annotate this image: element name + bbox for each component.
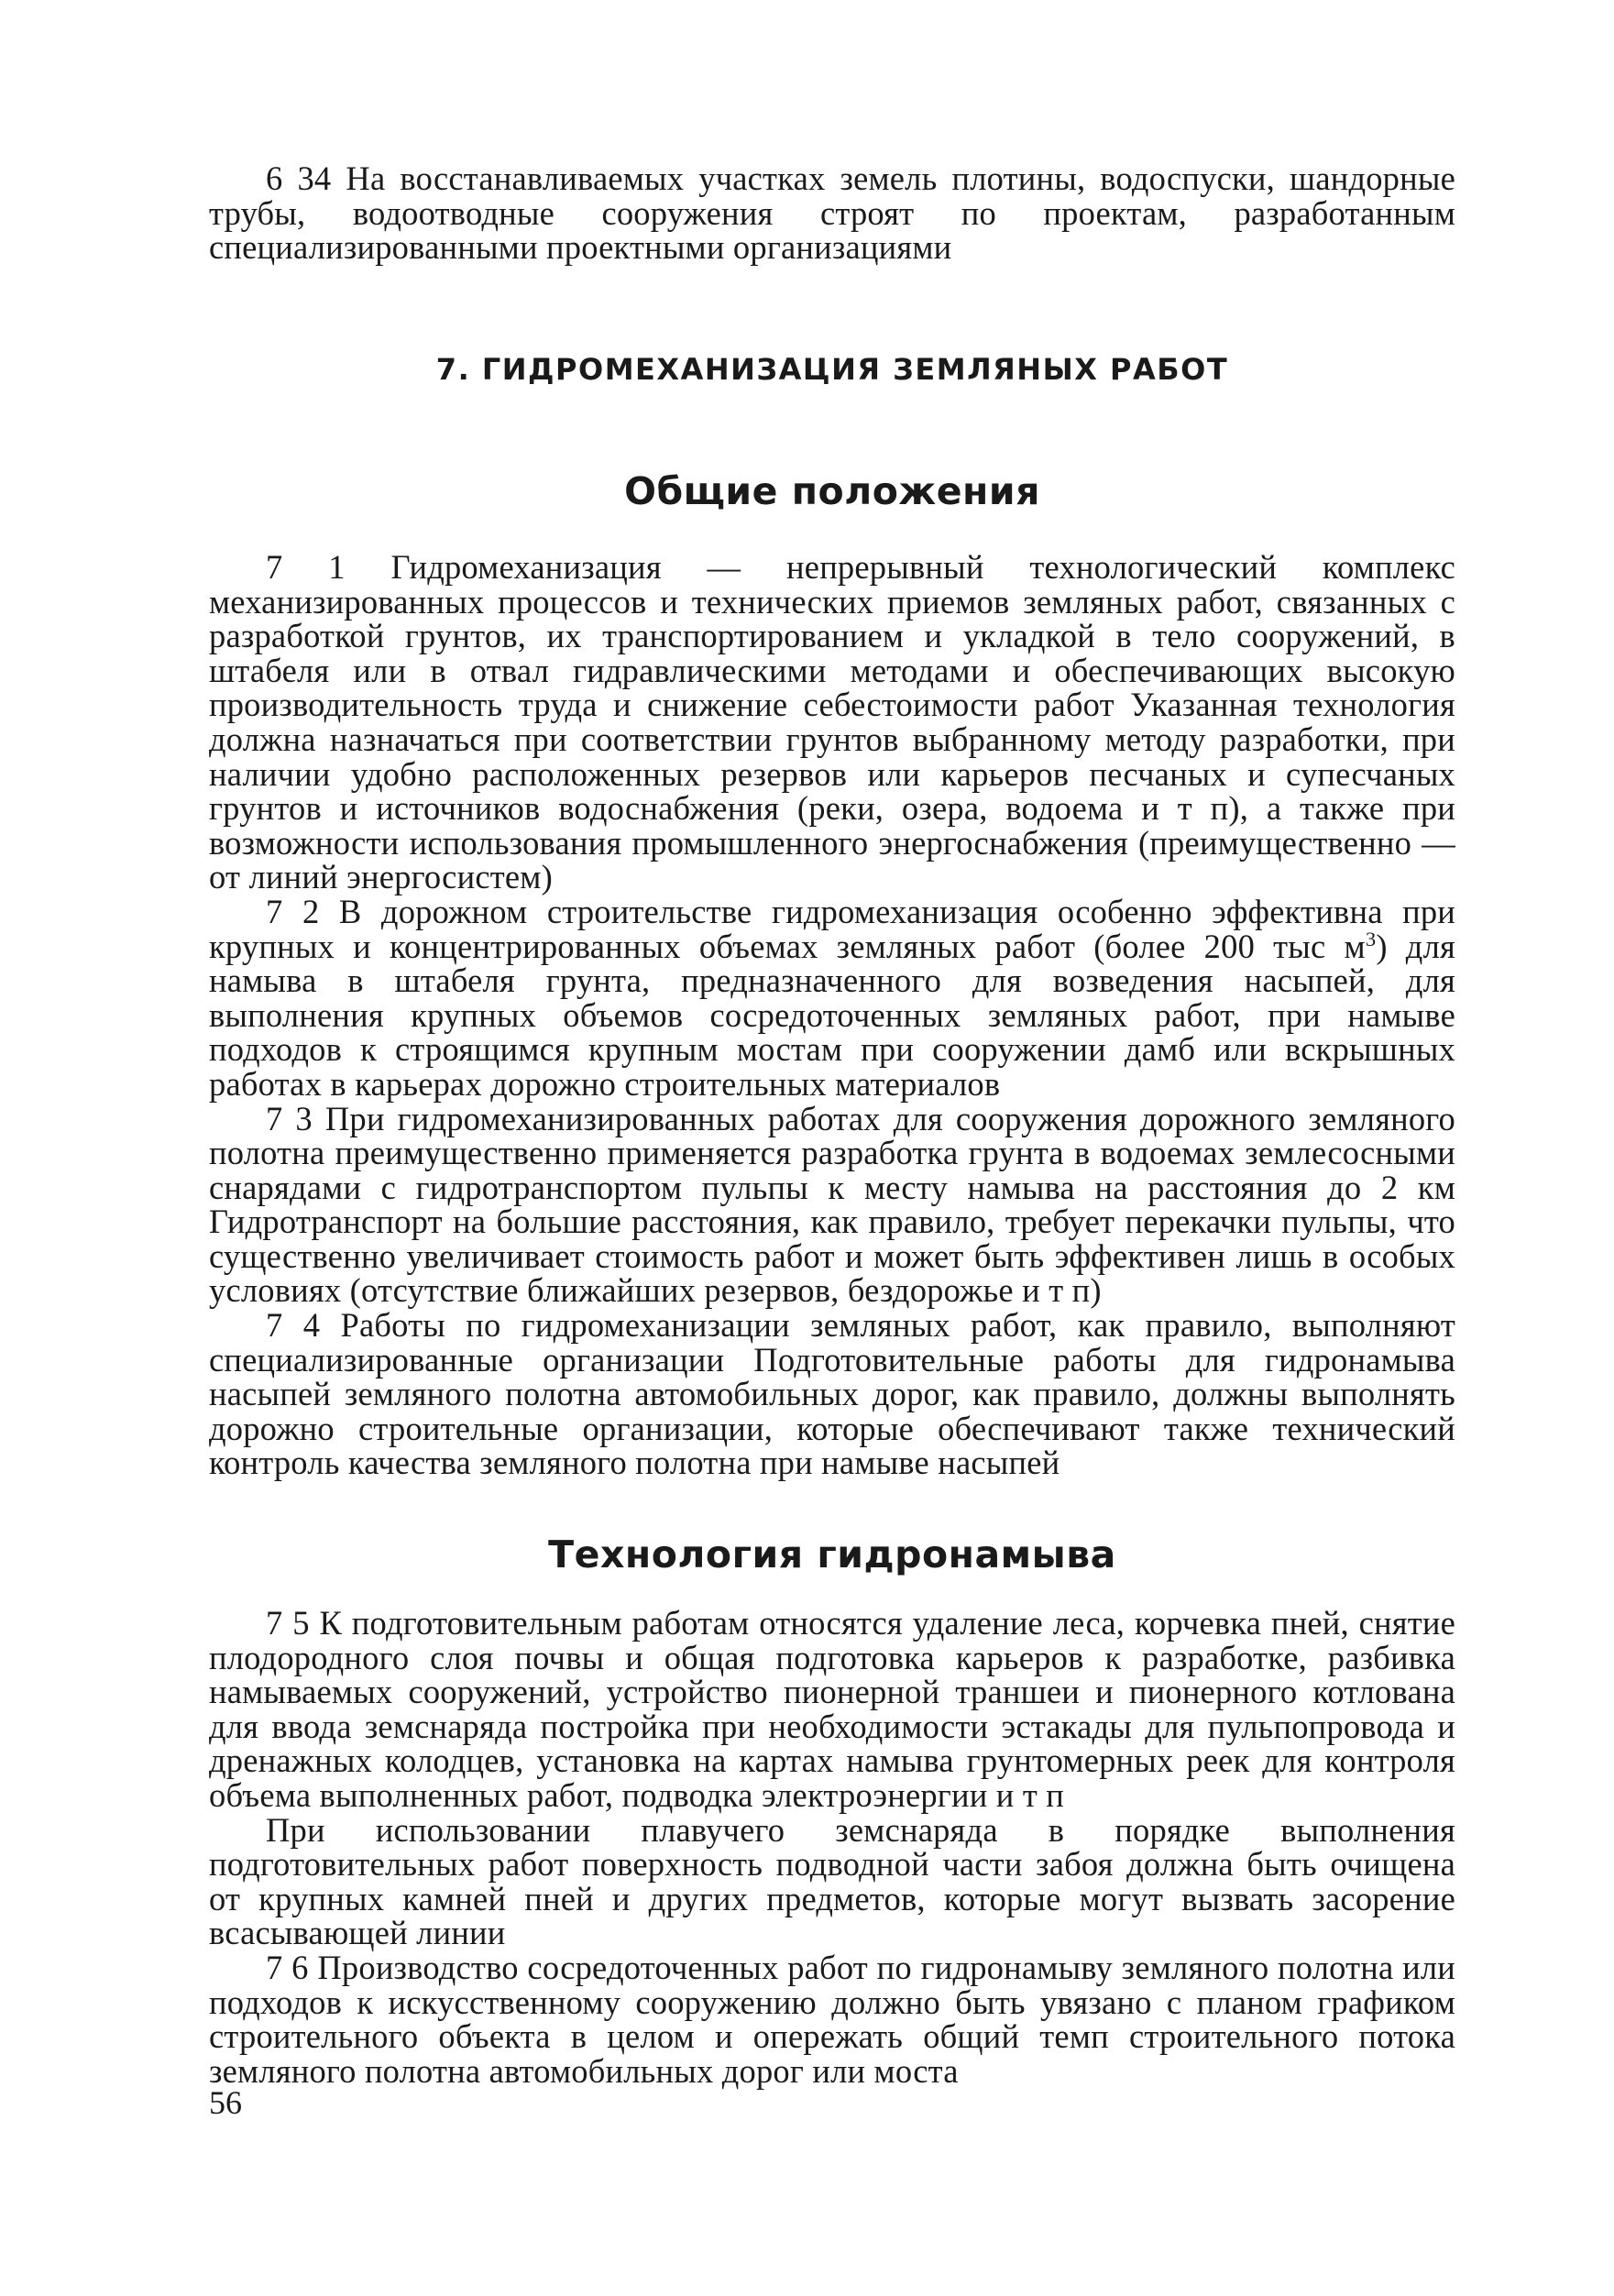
section-technology-body (209, 1606, 1455, 2088)
superscript: 3 (1365, 927, 1377, 950)
page-number: 56 (209, 2084, 242, 2121)
section-title-general: Общие положения (624, 469, 1040, 513)
section-general-body (209, 550, 1455, 1480)
paragraph-7-3: 7 3 При гидромеханизированных работах для сооружения дорожного земляного полотна преимущественно применяется разработка грунта в водоемах землесосными снарядами с гидротранспортом пульпы к месту намыва на расстояния до 2 км Гидротранспорт на большие расстояния, как правило, требует перекачки пульпы, что существенно увеличивает стоимость работ и может быть эффективен лишь в особых условиях (отсутствие ближайших резервов, бездорожье и т п) (209, 1099, 1455, 1310)
paragraph-7-4: 7 4 Работы по гидромеханизации земляных работ, как правило, выполняют специализированные организации Подготовительные работы для гидронамыва насыпей земляного полотна автомобильных дорог, как правило, должны выполнять дорожно строительные организации, которые обеспечивают также технический контроль качества земляного полотна при намыве насыпей (209, 1306, 1455, 1482)
paragraph-7-2 (209, 892, 1455, 1103)
intro-text (209, 161, 1455, 265)
paragraph-7-2-text: 7 2 В дорожном строительстве гидромеханизация особенно эффективна при крупных и концентрированных объемах земляных работ (более 200 тыс м (209, 892, 1455, 965)
section-title-technology: Технология гидронамыва (548, 1532, 1116, 1576)
paragraph-7-6: 7 6 Производство сосредоточенных работ по гидронамыву земляного полотна или подходов к искусственному сооружению должно быть увязано с планом графиком строительного объекта в целом и опережать общий темп строительного потока земляного полотна автомобильных дорог или моста (209, 1948, 1455, 2090)
paragraph-7-5-continued: При использовании плавучего земснаряда в порядке выполнения подготовительных работ поверхность подводной части забоя должна быть очищена от крупных камней пней и других предметов, которые могут вызвать засорение всасывающей линии (209, 1810, 1455, 1952)
chapter-title: 7. ГИДРОМЕХАНИЗАЦИЯ ЗЕМЛЯНЫХ РАБОТ (435, 352, 1229, 387)
paragraph-7-1: 7 1 Гидромеханизация — непрерывный технологический комплекс механизированных процессов и технических приемов земляных работ, связанных с разработкой грунтов, их транспортированием и укладкой в тело сооружений, в штабеля или в отвал гидравлическими методами и обеспечивающих высокую производительность труда и снижение себестоимости работ Указанная технология должна назначаться при соответствии грунтов выбранному методу разработки, при наличии удобно расположенных резервов или карьеров песчаных и супесчаных грунтов и источников водоснабжения (реки, озера, водоема и т п), а также при возможности использования промышленного энергоснабжения (преимущественно — от линий энергосистем) (209, 548, 1455, 896)
paragraph-7-5: 7 5 К подготовительным работам относятся удаление леса, корчевка пней, снятие плодородного слоя почвы и общая подготовка карьеров к разработке, разбивка намываемых сооружений, устройство пионерной траншеи и пионерного котлована для ввода земснаряда постройка при необходимости эстакады для пульпопровода и дренажных колодцев, установка на картах намыва грунтомерных реек для контроля объема выполненных работ, подводка электроэнергии и т п (209, 1604, 1455, 1814)
paragraph-7-2-text-end: ) для намыва в штабеля грунта, предназначенного для возведения насыпей, для выполнения крупных объемов сосредоточенных земляных работ, при намыве подходов к строящимся крупным мостам при сооружении дамб или вскрышных работах в карьерах дорожно строительных материалов (209, 927, 1455, 1103)
paragraph-6-34: 6 34 На восстанавливаемых участках земель плотины, водоспуски, шандорные трубы, водоотводные сооружения строят по проектам, разработанным специализированными проектными организациями (209, 159, 1455, 267)
